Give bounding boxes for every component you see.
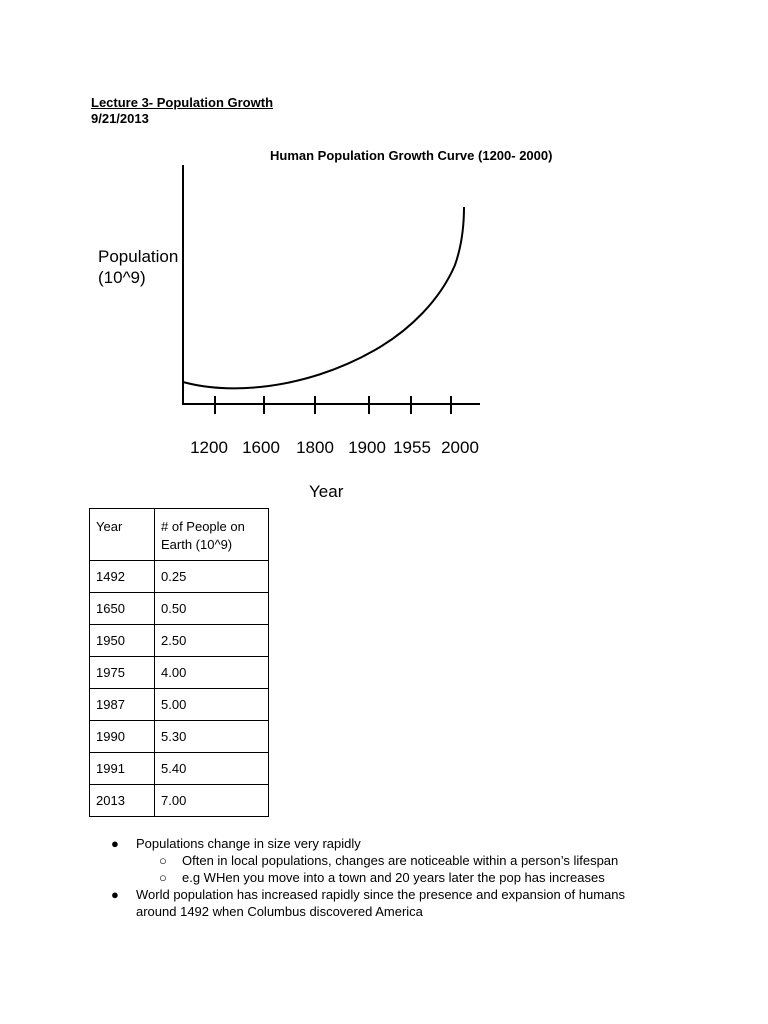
table-cell-year: 1975 [90, 657, 155, 689]
table-cell-year: 1650 [90, 593, 155, 625]
bullet-item [111, 886, 711, 903]
bullet-text: Populations change in size very rapidly [136, 836, 361, 851]
y-axis-title-line1: Population [98, 247, 179, 266]
sub-bullet-icon: ○ [159, 853, 167, 868]
bullet-item-continuation [111, 903, 711, 920]
table-cell-people: 5.00 [155, 689, 269, 721]
table-row [90, 753, 269, 785]
bullet-item [111, 835, 711, 852]
table-cell-year: 2013 [90, 785, 155, 817]
growth-curve [183, 207, 464, 388]
x-tick-label: 1955 [393, 438, 431, 457]
table-row [90, 721, 269, 753]
table-cell-year: 1492 [90, 561, 155, 593]
bullet-icon: ● [111, 887, 119, 902]
table-cell-people: 5.30 [155, 721, 269, 753]
table-row [90, 593, 269, 625]
table-cell-year: 1990 [90, 721, 155, 753]
lecture-date: 9/21/2013 [91, 111, 149, 126]
chart-title: Human Population Growth Curve (1200- 2000) [270, 148, 553, 163]
table-row [90, 625, 269, 657]
table-cell-people: 0.50 [155, 593, 269, 625]
notes-list [111, 835, 711, 920]
table-cell-year: 1987 [90, 689, 155, 721]
table-cell-people: 2.50 [155, 625, 269, 657]
bullet-text: around 1492 when Columbus discovered America [136, 904, 423, 919]
y-axis-title-line2: (10^9) [98, 268, 146, 287]
sub-bullet-text: Often in local populations, changes are noticeable within a person’s lifespan [182, 853, 619, 868]
y-axis-title [98, 246, 178, 288]
x-tick-label: 1800 [296, 438, 334, 457]
x-tick-label: 2000 [441, 438, 479, 457]
table-cell-people: 5.40 [155, 753, 269, 785]
bullet-text: World population has increased rapidly since the presence and expansion of humans [136, 887, 626, 902]
table-cell-people: 7.00 [155, 785, 269, 817]
table-cell-people: 4.00 [155, 657, 269, 689]
sub-bullet-text: e.g WHen you move into a town and 20 years later the pop has increases [182, 870, 605, 885]
lecture-title: Lecture 3- Population Growth [91, 95, 274, 110]
sub-bullet-item [111, 869, 711, 886]
table-row [90, 785, 269, 817]
table-header-people: # of People on Earth (10^9) [155, 509, 269, 561]
population-table [89, 508, 269, 817]
table-row [90, 561, 269, 593]
bullet-icon: ● [111, 836, 119, 851]
table-header-year: Year [90, 509, 155, 561]
x-tick-label: 1900 [348, 438, 386, 457]
table-row [90, 657, 269, 689]
sub-bullet-item [111, 852, 711, 869]
table-cell-year: 1950 [90, 625, 155, 657]
x-tick-label: 1200 [190, 438, 228, 457]
x-axis-title: Year [309, 482, 344, 501]
x-tick-label: 1600 [242, 438, 280, 457]
sub-bullet-icon: ○ [159, 870, 167, 885]
table-header-row [90, 509, 269, 561]
table-cell-people: 0.25 [155, 561, 269, 593]
table-row [90, 689, 269, 721]
table-cell-year: 1991 [90, 753, 155, 785]
